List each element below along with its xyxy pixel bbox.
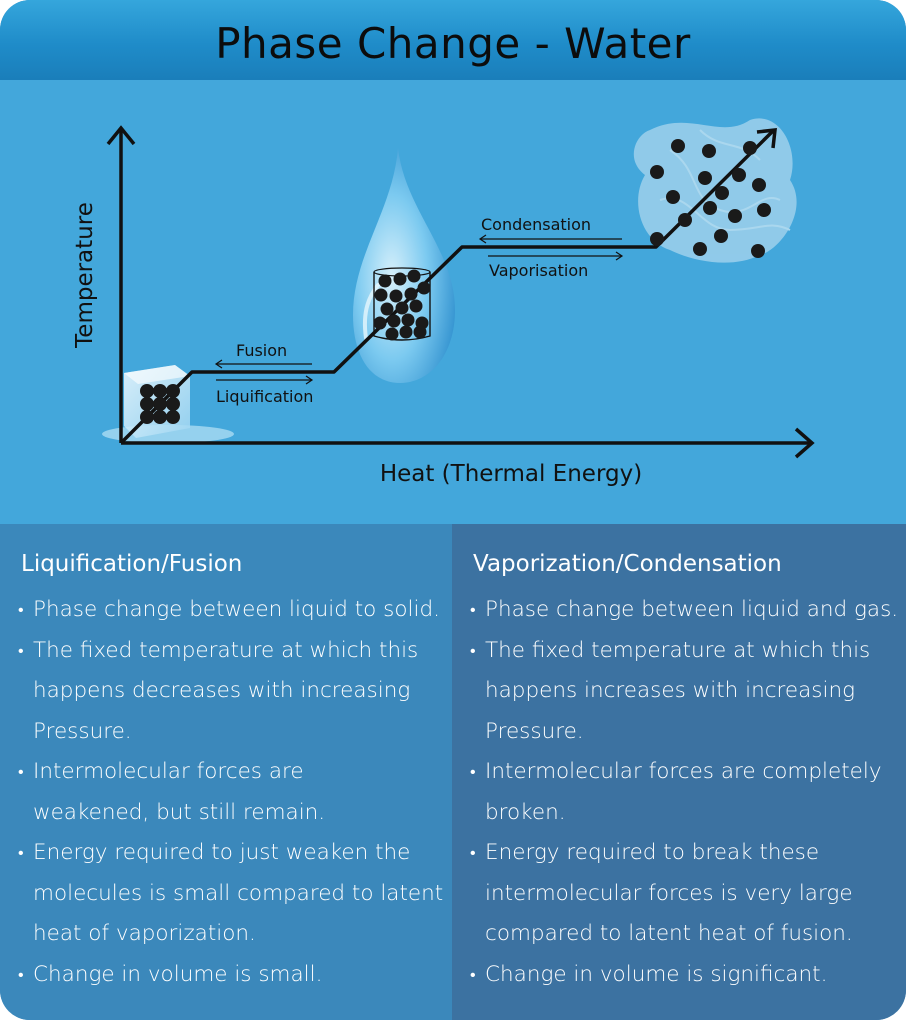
- bullet-item: [18, 752, 443, 833]
- bullet-item: [18, 590, 443, 631]
- bullet-text: broken.: [485, 799, 566, 825]
- bullet-item: [470, 833, 898, 955]
- bullet-text: Energy required to break these: [485, 840, 820, 865]
- phase-diagram-svg: [0, 80, 906, 524]
- water-drop-icon: [353, 148, 455, 383]
- bullet-text: weakened, but still remain.: [33, 799, 326, 825]
- page-title: Phase Change - Water: [215, 19, 691, 68]
- bullet-item: [470, 631, 898, 753]
- bullet-text: molecules is small compared to latent: [33, 880, 444, 906]
- bullet-list-left: [18, 590, 443, 995]
- solid-particles: [140, 384, 180, 424]
- bullet-dot: •: [18, 843, 24, 862]
- panel-heading-right: Vaporization/Condensation: [473, 551, 782, 577]
- bullet-text: Change in volume is small.: [33, 961, 323, 987]
- header-bar: [0, 0, 906, 80]
- bullet-dot: •: [470, 600, 476, 619]
- bullet-dot: •: [470, 964, 476, 984]
- vaporisation-label: Vaporisation: [489, 261, 589, 280]
- bullet-text: Phase change between liquid to solid.: [33, 597, 440, 622]
- bullet-text: The fixed temperature at which this: [33, 637, 419, 663]
- phase-diagram: [0, 80, 906, 524]
- liquification-label: Liquification: [216, 387, 314, 406]
- fusion-arrow: [216, 360, 312, 368]
- liquification-fusion-panel: [0, 524, 452, 1020]
- bullet-text: intermolecular forces is very large: [485, 880, 853, 906]
- bullet-dot: •: [470, 640, 476, 660]
- bullet-item: [18, 833, 443, 955]
- bullet-item: [18, 955, 443, 996]
- condensation-label: Condensation: [481, 215, 592, 234]
- liquification-arrow: [216, 376, 312, 384]
- bullet-text: Change in volume is significant.: [485, 961, 828, 987]
- bullet-item: [18, 631, 443, 753]
- vaporisation-arrow: [488, 252, 622, 260]
- bullet-dot: •: [18, 964, 24, 984]
- bullet-item: [470, 752, 898, 833]
- bullet-text: The fixed temperature at which this: [485, 637, 871, 663]
- bullet-list-right: [470, 590, 898, 995]
- bullet-text: Intermolecular forces are completely: [485, 759, 882, 784]
- bullet-text: compared to latent heat of fusion.: [485, 921, 853, 946]
- bullet-text: Pressure.: [485, 718, 584, 744]
- bullet-item: [470, 955, 898, 996]
- bullet-text: Pressure.: [33, 718, 132, 744]
- bullet-text: happens decreases with increasing: [33, 678, 411, 703]
- y-axis-label: Temperature: [72, 202, 98, 348]
- panel-heading-left: Liquification/Fusion: [21, 551, 243, 577]
- vaporization-condensation-panel: [452, 524, 906, 1020]
- condensation-arrow: [480, 235, 622, 243]
- bullet-text: Phase change between liquid and gas.: [485, 597, 899, 622]
- bullet-text: happens increases with increasing: [485, 678, 855, 703]
- bullet-dot: •: [470, 843, 476, 862]
- bullet-item: [470, 590, 898, 631]
- bullet-dot: •: [18, 762, 24, 781]
- bullet-dot: •: [18, 600, 24, 619]
- bullet-dot: •: [470, 762, 476, 781]
- bullet-text: Intermolecular forces are: [33, 759, 304, 784]
- bullet-text: heat of vaporization.: [33, 921, 256, 946]
- fusion-label: Fusion: [236, 341, 288, 360]
- x-axis-label: Heat (Thermal Energy): [379, 461, 643, 487]
- bullet-text: Energy required to just weaken the: [33, 840, 411, 865]
- bullet-dot: •: [18, 640, 24, 660]
